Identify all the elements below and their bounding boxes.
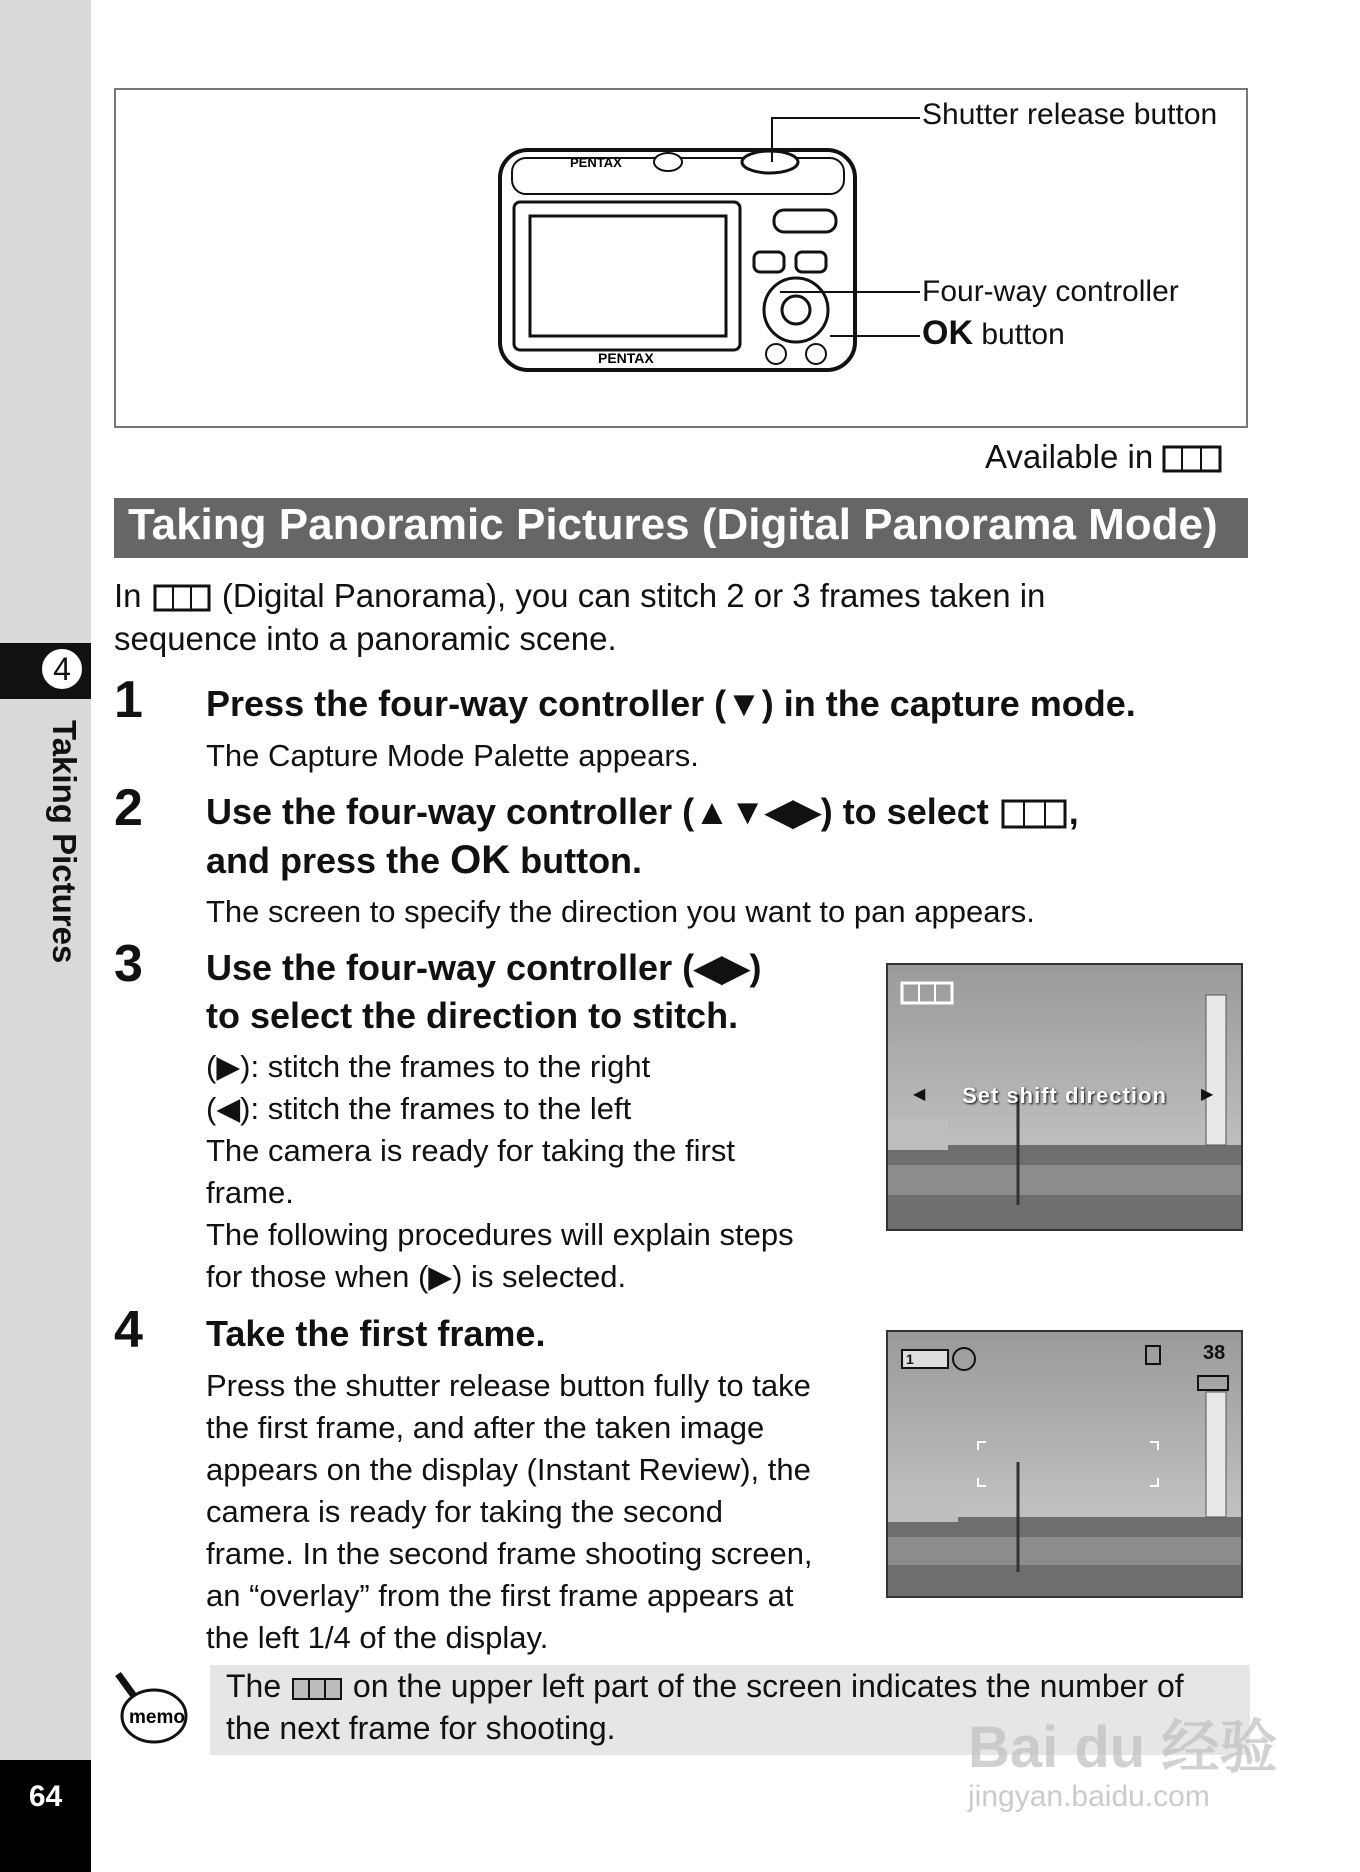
step-text: (▶): stitch the frames to the right xyxy=(206,1049,651,1084)
step-number: 1 xyxy=(114,671,143,729)
shutter-label: Shutter release button xyxy=(922,98,1218,131)
step-number: 2 xyxy=(114,779,143,837)
available-text: Available in xyxy=(985,438,1154,475)
lcd-screen-direction xyxy=(886,963,1243,1231)
watermark-url: jingyan.baidu.com xyxy=(968,1780,1210,1813)
memo-text: on the upper left part of the screen indicates the number of xyxy=(352,1668,1184,1704)
shots-remaining: 38 xyxy=(1203,1342,1226,1364)
step-text: Press the shutter release button fully to take xyxy=(206,1368,811,1403)
step-heading: Use the four-way controller (▲▼◀▶) to select xyxy=(206,791,989,832)
ok-glyph: OK xyxy=(922,314,973,352)
step-text: The screen to specify the direction you want to pan appears. xyxy=(206,894,1035,929)
panorama-mode-icon xyxy=(151,583,213,613)
brand-top: PENTAX xyxy=(570,155,622,170)
page-number-box xyxy=(0,1760,91,1872)
step-text: the first frame, and after the taken image xyxy=(206,1410,765,1445)
panorama-mode-icon xyxy=(1162,444,1222,474)
step-number: 3 xyxy=(114,935,143,993)
shift-direction-caption: Set shift direction xyxy=(962,1083,1167,1108)
memo-text: The xyxy=(226,1668,282,1704)
page-number: 64 xyxy=(28,1780,63,1813)
leader-lines xyxy=(760,110,940,340)
memo-text: the next frame for shooting. xyxy=(226,1710,616,1746)
panorama-mode-icon xyxy=(999,797,1069,831)
step-text: frame. In the second frame shooting screen, xyxy=(206,1536,813,1571)
step-heading-comma: , xyxy=(1068,791,1079,832)
ok-label: button xyxy=(981,318,1065,351)
intro-line-2: sequence into a panoramic scene. xyxy=(114,620,617,657)
chapter-number: 4 xyxy=(39,646,85,692)
ok-glyph: OK xyxy=(450,838,511,882)
step-heading: button. xyxy=(520,840,643,881)
lcd-screen-capture xyxy=(886,1330,1243,1598)
frame-number: 1 xyxy=(906,1351,914,1367)
svg-text:◀: ◀ xyxy=(913,1086,926,1103)
watermark-brand: Bai du 经验 xyxy=(968,1715,1278,1780)
frame-number-icon xyxy=(290,1676,344,1702)
step-heading: Use the four-way controller (◀▶) xyxy=(206,947,762,988)
intro-in: In xyxy=(114,577,142,614)
step-heading: Take the first frame. xyxy=(206,1313,546,1354)
step-number: 4 xyxy=(114,1301,143,1359)
step-heading: Press the four-way controller (▼) in the capture mode. xyxy=(206,683,1136,724)
step-text: appears on the display (Instant Review), the xyxy=(206,1452,811,1487)
step-text: (◀): stitch the frames to the left xyxy=(206,1091,632,1126)
intro-line-1: (Digital Panorama), you can stitch 2 or 3 frames taken in xyxy=(221,577,1046,614)
step-text: The camera is ready for taking the first xyxy=(206,1133,735,1168)
fourway-label: Four-way controller xyxy=(922,275,1179,308)
chapter-title: Taking Pictures xyxy=(46,720,83,964)
step-text: the left 1/4 of the display. xyxy=(206,1620,549,1655)
step-text: frame. xyxy=(206,1175,294,1210)
brand-bottom: PENTAX xyxy=(598,350,654,366)
step-heading: and press the xyxy=(206,840,441,881)
step-text: The following procedures will explain steps xyxy=(206,1217,794,1252)
step-heading: to select the direction to stitch. xyxy=(206,995,739,1036)
svg-text:▶: ▶ xyxy=(1201,1086,1214,1103)
step-text: an “overlay” from the first frame appears at xyxy=(206,1578,794,1613)
page-title: Taking Panoramic Pictures (Digital Panorama Mode) xyxy=(128,500,1218,549)
step-text: The Capture Mode Palette appears. xyxy=(206,738,699,773)
memo-icon xyxy=(112,1668,190,1748)
scene-photo xyxy=(888,1332,1241,1596)
memo-icon-text: memo xyxy=(129,1707,185,1728)
step-text: camera is ready for taking the second xyxy=(206,1494,723,1529)
step-text: for those when (▶) is selected. xyxy=(206,1259,627,1294)
